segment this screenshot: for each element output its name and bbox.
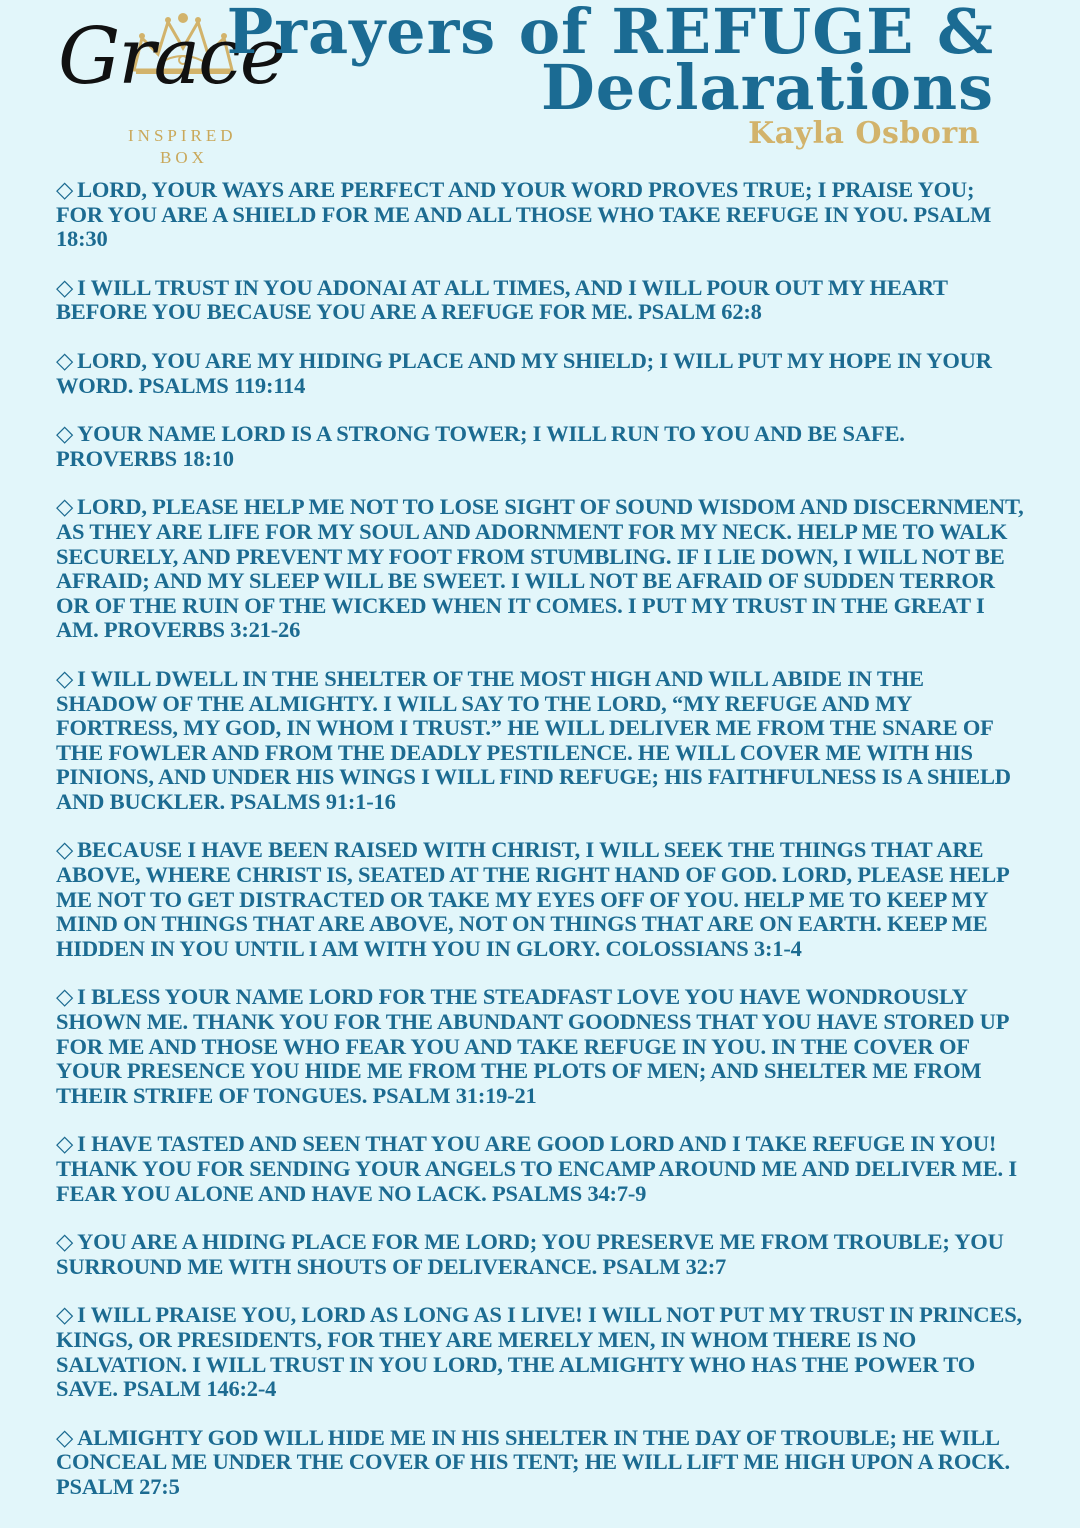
prayer-item [56,178,1026,252]
diamond-bullet-icon: ◇ [56,177,74,202]
prayer-item [56,985,1026,1108]
diamond-bullet-icon: ◇ [56,274,74,300]
diamond-bullet-icon: ◇ [56,1229,74,1255]
prayer-item [56,349,1026,398]
page-title-line-2: Declarations [540,51,994,124]
diamond-bullet-icon: ◇ [56,665,74,691]
prayer-text: I BLESS YOUR NAME LORD FOR THE STEADFAST LOVE YOU HAVE WONDROUSLY SHOWN ME. THANK YOU FOR THE ABUNDANT GOODNESS THAT YOU HAVE STORED UP FOR ME AND THOSE WHO FEAR YOU AND TAKE REFUGE IN YOU. IN THE COVER OF YOUR PRESENCE YOU HIDE ME FROM THE PLOTS OF MEN; AND SHELTER ME FROM THEIR STRIFE OF TONGUES. PSALM 31:19-21 [56,984,1009,1108]
prayer-text: I WILL DWELL IN THE SHELTER OF THE MOST HIGH AND WILL ABIDE IN THE SHADOW OF THE ALMIGHTY. I WILL SAY TO THE LORD, “MY REFUGE AND MY FORTRESS, MY GOD, IN WHOM I TRUST.” HE WILL DELIVER ME FROM THE SNARE OF THE FOWLER AND FROM THE DEADLY PESTILENCE. HE WILL COVER ME WITH HIS PINIONS, AND UNDER HIS WINGS I WILL FIND REFUGE; HIS FAITHFULNESS IS A SHIELD AND BUCKLER. PSALMS 91:1-16 [56,665,1011,814]
author-name: Kayla Osborn [748,116,980,151]
diamond-bullet-icon: ◇ [56,347,74,373]
page-title [226,0,994,124]
prayer-item [56,1132,1026,1206]
prayer-item [56,1303,1026,1401]
prayer-text: YOU ARE A HIDING PLACE FOR ME LORD; YOU PRESERVE ME FROM TROUBLE; YOU SURROUND ME WITH SHOUTS OF DELIVERANCE. PSALM 32:7 [56,1229,1004,1279]
logo-subtitle-inspired: INSPIRED [128,126,237,145]
prayer-text: ALMIGHTY GOD WILL HIDE ME IN HIS SHELTER IN THE DAY OF TROUBLE; HE WILL CONCEAL ME UNDER THE COVER OF HIS TENT; HE WILL LIFT ME HIGH UPON A ROCK. PSALM 27:5 [56,1424,1010,1499]
diamond-bullet-icon: ◇ [56,984,74,1010]
prayer-text: I HAVE TASTED AND SEEN THAT YOU ARE GOOD LORD AND I TAKE REFUGE IN YOU! THANK YOU FOR SENDING YOUR ANGELS TO ENCAMP AROUND ME AND DELIVER ME. I FEAR YOU ALONE AND HAVE NO LACK. PSALMS 34:7-9 [56,1131,1017,1206]
prayer-item [56,667,1026,815]
prayer-text: YOUR NAME LORD IS A STRONG TOWER; I WILL RUN TO YOU AND BE SAFE. PROVERBS 18:10 [56,421,905,471]
prayer-text: LORD, YOU ARE MY HIDING PLACE AND MY SHIELD; I WILL PUT MY HOPE IN YOUR WORD. PSALMS 119:114 [56,347,992,398]
prayer-item [56,1230,1026,1279]
prayer-list [56,178,1026,1524]
prayer-item [56,422,1026,471]
prayer-text: I WILL PRAISE YOU, LORD AS LONG AS I LIVE! I WILL NOT PUT MY TRUST IN PRINCES, KINGS, OR PRESIDENTS, FOR THEY ARE MERELY MEN, IN WHOM THERE IS NO SALVATION. I WILL TRUST IN YOU LORD, THE ALMIGHTY WHO HAS THE POWER TO SAVE. PSALM 146:2-4 [56,1302,1022,1402]
diamond-bullet-icon: ◇ [56,1302,74,1328]
diamond-bullet-icon: ◇ [56,837,74,863]
page-title-line-1: Prayers of REFUGE & [226,0,994,68]
prayer-text: I WILL TRUST IN YOU ADONAI AT ALL TIMES, AND I WILL POUR OUT MY HEART BEFORE YOU BECAUSE YOU ARE A REFUGE FOR ME. PSALM 62:8 [56,274,948,325]
diamond-bullet-icon: ◇ [56,494,74,520]
prayer-text: BECAUSE I HAVE BEEN RAISED WITH CHRIST, I WILL SEEK THE THINGS THAT ARE ABOVE, WHERE CHRIST IS, SEATED AT THE RIGHT HAND OF GOD. LORD, PLEASE HELP ME NOT TO GET DISTRACTED OR TAKE MY EYES OFF OF YOU. HELP ME TO KEEP MY MIND ON THINGS THAT ARE ABOVE, NOT ON THINGS THAT ARE ON EARTH. KEEP ME HIDDEN IN YOU UNTIL I AM WITH YOU IN GLORY. COLOSSIANS 3:1-4 [56,837,1009,961]
prayer-item [56,276,1026,325]
diamond-bullet-icon: ◇ [56,1424,74,1450]
prayer-text: LORD, YOUR WAYS ARE PERFECT AND YOUR WORD PROVES TRUE; I PRAISE YOU; FOR YOU ARE A SHIELD FOR ME AND ALL THOSE WHO TAKE REFUGE IN YOU. PSALM 18:30 [56,177,992,252]
logo-script-text: Grace [58,12,284,102]
prayer-item [56,1426,1026,1500]
diamond-bullet-icon: ◇ [56,1131,74,1157]
prayer-item [56,495,1026,643]
prayer-item [56,838,1026,961]
logo-subtitle-box: BOX [160,148,208,167]
diamond-bullet-icon: ◇ [56,421,74,447]
prayer-text: LORD, PLEASE HELP ME NOT TO LOSE SIGHT OF SOUND WISDOM AND DISCERNMENT, AS THEY ARE LIFE FOR MY SOUL AND ADORNMENT FOR MY NECK. HELP ME TO WALK SECURELY, AND PREVENT MY FOOT FROM STUMBLING. IF I LIE DOWN, I WILL NOT BE AFRAID; AND MY SLEEP WILL BE SWEET. I WILL NOT BE AFRAID OF SUDDEN TERROR OR OF THE RUIN OF THE WICKED WHEN IT COMES. I PUT MY TRUST IN THE GREAT I AM. PROVERBS 3:21-26 [56,494,1024,643]
